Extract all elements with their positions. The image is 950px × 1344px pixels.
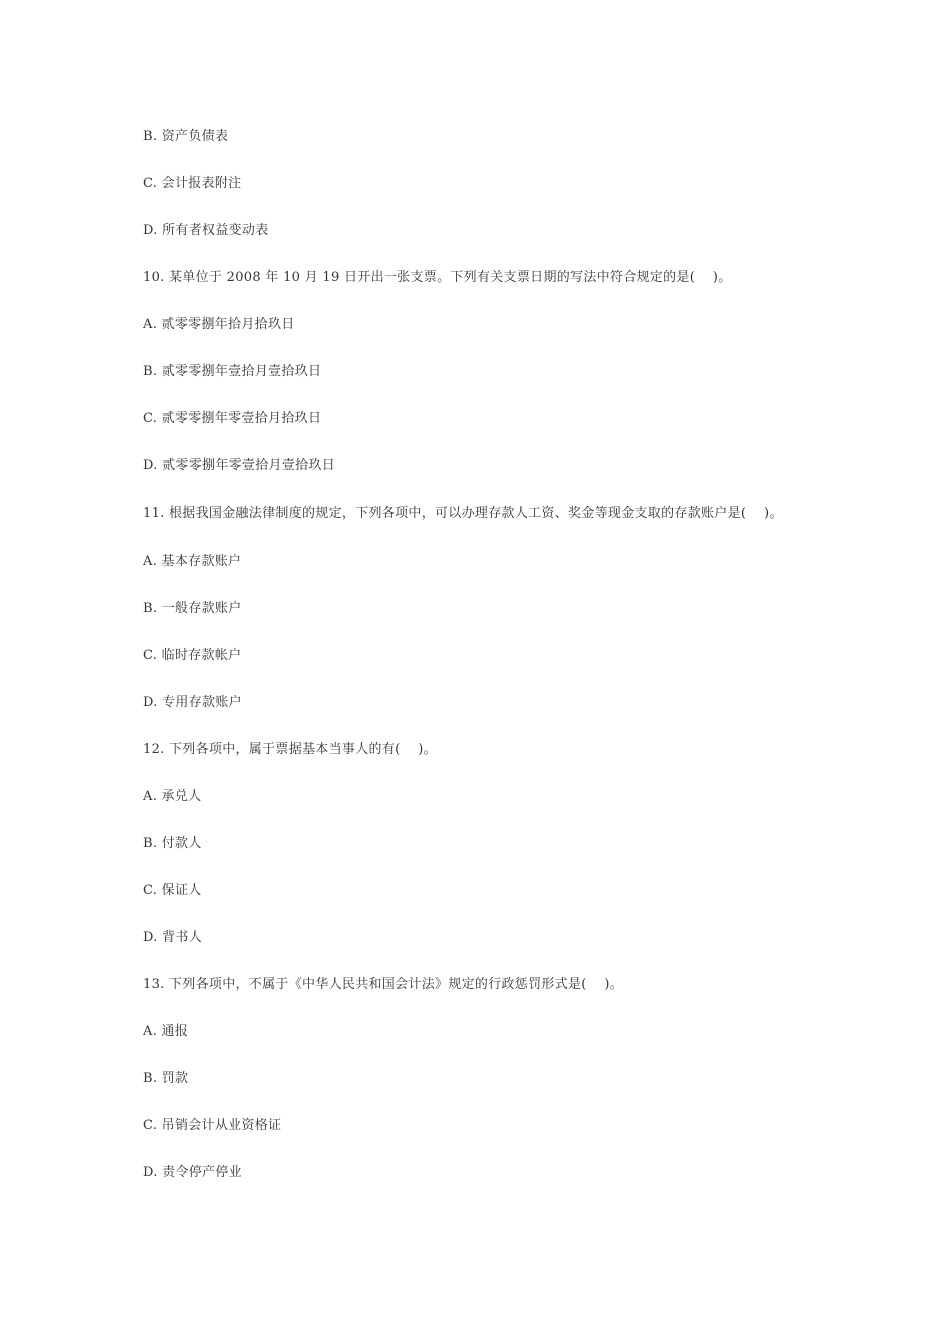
option-b-q10: B. 贰零零捌年壹拾月壹拾玖日	[143, 364, 322, 379]
option-b-q13: B. 罚款	[143, 1071, 189, 1086]
option-a-q12: A. 承兑人	[143, 789, 202, 804]
option-c-q11: C. 临时存款帐户	[143, 648, 242, 663]
option-c-q12: C. 保证人	[143, 883, 202, 898]
option-c-q9: C. 会计报表附注	[143, 176, 242, 191]
option-d-q12: D. 背书人	[143, 930, 203, 945]
option-c-q10: C. 贰零零捌年零壹拾月拾玖日	[143, 411, 322, 426]
option-d-q11: D. 专用存款账户	[143, 695, 242, 710]
question-12: 12. 下列各项中，属于票据基本当事人的有( )。	[143, 742, 437, 757]
option-b-q11: B. 一般存款账户	[143, 601, 242, 616]
option-d-q13: D. 责令停产停业	[143, 1165, 242, 1180]
option-a-q13: A. 通报	[143, 1024, 189, 1039]
question-11: 11. 根据我国金融法律制度的规定，下列各项中，可以办理存款人工资、奖金等现金支取的存款账户是( )。	[143, 506, 783, 521]
option-d-q10: D. 贰零零捌年零壹拾月壹拾玖日	[143, 458, 336, 473]
option-b-q9: B. 资产负债表	[143, 129, 229, 144]
option-d-q9: D. 所有者权益变动表	[143, 223, 269, 238]
question-10: 10. 某单位于 2008 年 10 月 19 日开出一张支票。下列有关支票日期的写法中符合规定的是( )。	[143, 270, 732, 285]
question-13: 13. 下列各项中，不属于《中华人民共和国会计法》规定的行政惩罚形式是( )。	[143, 977, 624, 992]
document-page	[143, 126, 803, 1209]
option-b-q12: B. 付款人	[143, 836, 202, 851]
option-c-q13: C. 吊销会计从业资格证	[143, 1118, 282, 1133]
option-a-q11: A. 基本存款账户	[143, 554, 242, 569]
option-a-q10: A. 贰零零捌年拾月拾玖日	[143, 317, 295, 332]
